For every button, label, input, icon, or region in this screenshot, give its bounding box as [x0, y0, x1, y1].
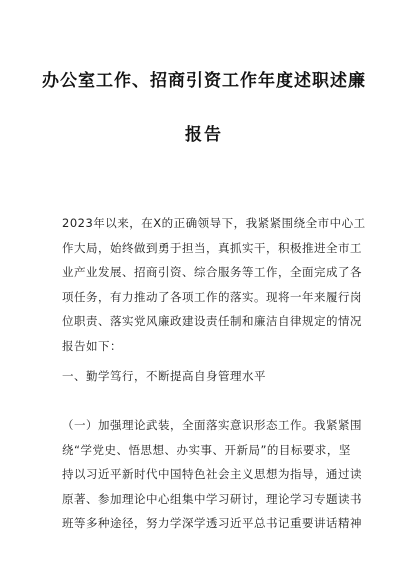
paragraph-line: 班等多种途径，努力学深学透习近平总书记重要讲话精神 — [62, 516, 362, 530]
document-title-continued: 报告 — [185, 125, 223, 145]
section-heading: 一、勤学笃行，不断提高自身管理水平 — [62, 369, 266, 383]
intro-paragraph — [62, 211, 366, 358]
document-title: 办公室工作、招商引资工作年度述职述廉 — [42, 71, 366, 91]
paragraph-line: 业产业发展、招商引资、综合服务等工作，全面完成了各 — [62, 265, 362, 279]
section-paragraph — [62, 413, 362, 536]
paragraph-line: 2023年以来，在X的正确领导下，我紧紧围绕全市中心工 — [62, 216, 366, 230]
paragraph-line: 报告如下： — [62, 338, 122, 353]
paragraph-line: 作大局，始终做到勇于担当，真抓实干，积极推进全市工 — [62, 240, 362, 255]
paragraph-line: （一）加强理论武装，全面落实意识形态工作。我紧紧围 — [62, 418, 362, 432]
paragraph-line: 位职责、落实党风廉政建设责任制和廉洁自律规定的情况 — [62, 314, 362, 328]
paragraph-line: 项任务，有力推动了各项工作的落实。现将一年来履行岗 — [62, 289, 362, 304]
paragraph-line: 持以习近平新时代中国特色社会主义思想为指导，通过读 — [62, 467, 362, 481]
paragraph-line: 原著、参加理论中心组集中学习研讨，理论学习专题读书 — [62, 491, 362, 506]
paragraph-line: 绕“学党史、悟思想、办实事、开新局”的目标要求，坚 — [62, 442, 351, 457]
